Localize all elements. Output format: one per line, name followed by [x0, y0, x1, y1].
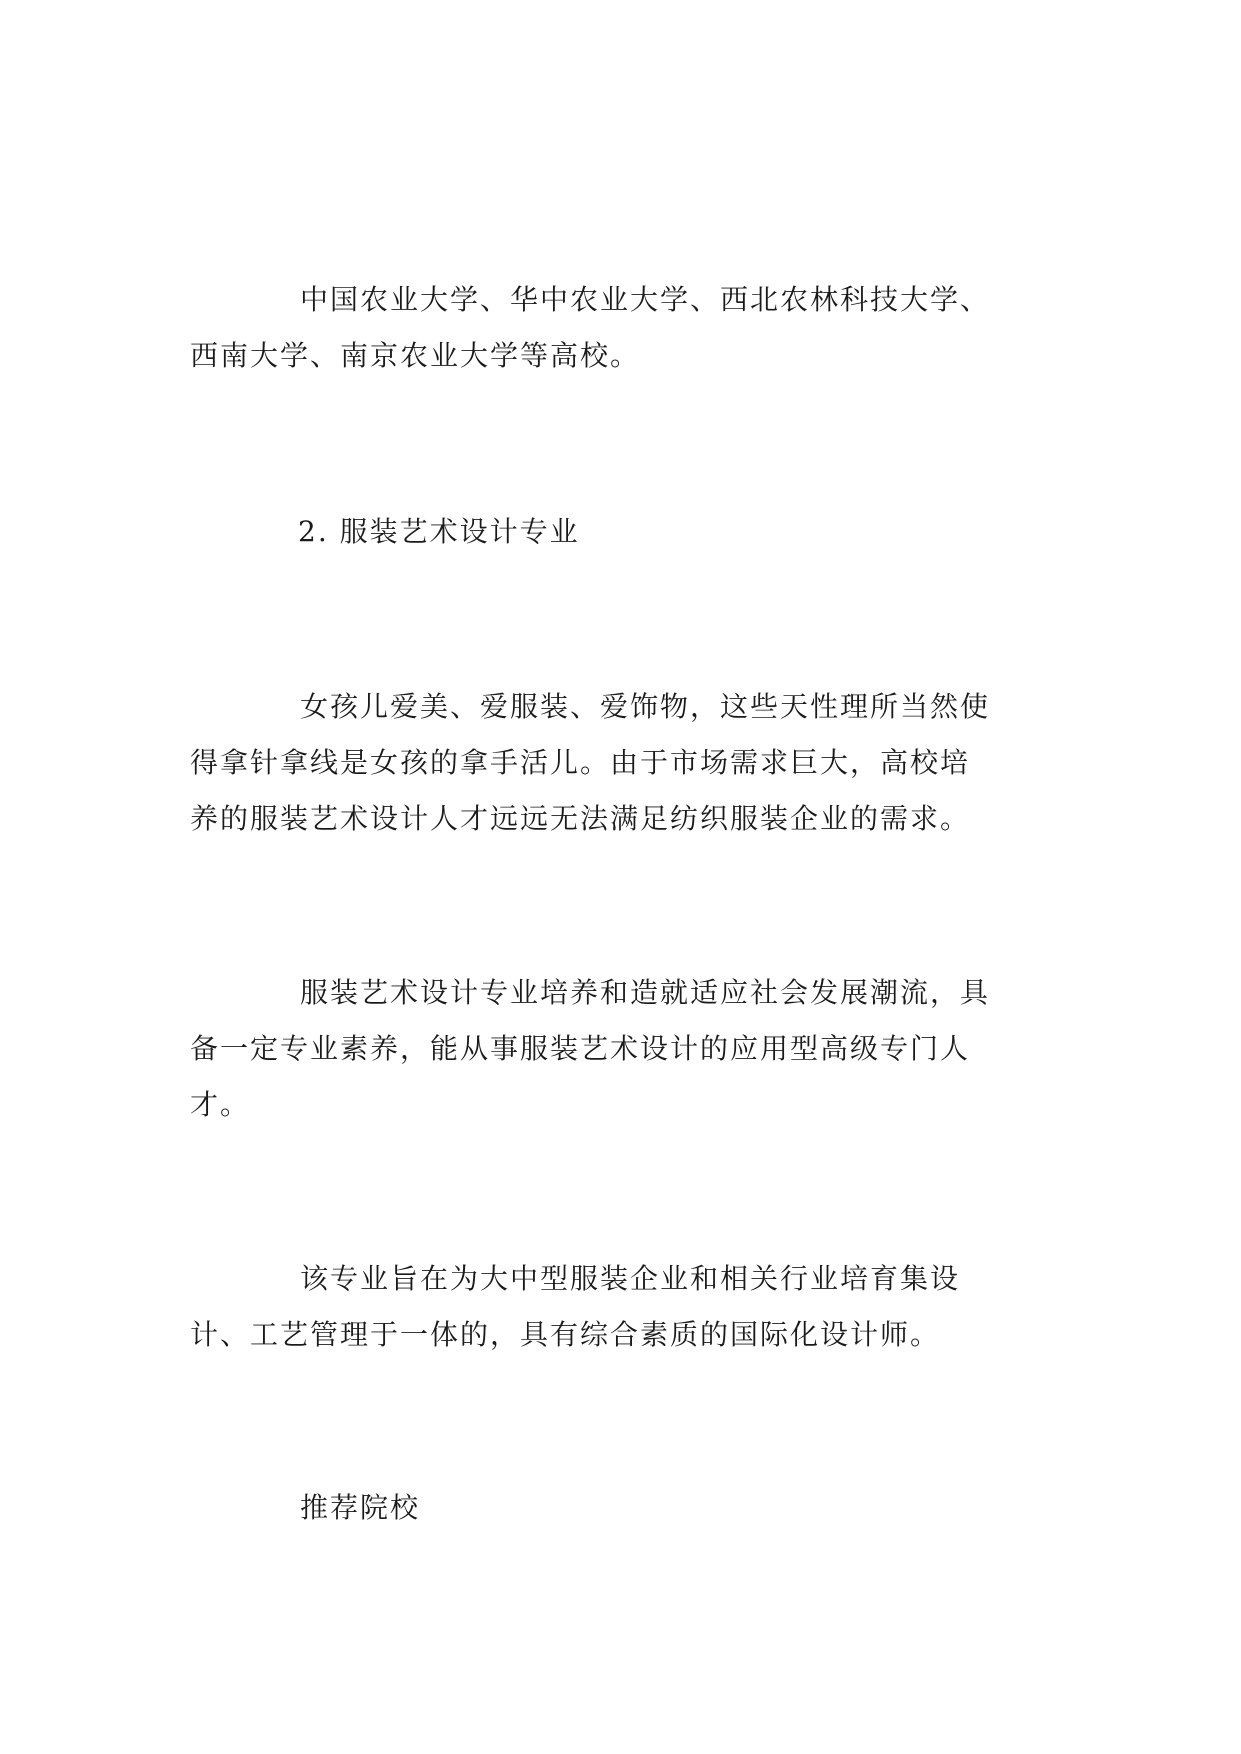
- paragraph-line: 女孩儿爱美、爱服装、爱饰物，这些天性理所当然使: [300, 690, 991, 723]
- paragraph-line: 计、工艺管理于一体的，具有综合素质的国际化设计师。: [190, 1318, 941, 1351]
- section-heading-text: 推荐院校: [300, 1491, 421, 1524]
- section-heading-fashion-design: [190, 504, 1070, 560]
- paragraph-line: 该专业旨在为大中型服装企业和相关行业培育集设: [300, 1262, 961, 1295]
- paragraph-line: 西南大学、南京农业大学等高校。: [190, 339, 641, 372]
- paragraph-line: 养的服装艺术设计人才远远无法满足纺织服装企业的需求。: [190, 802, 971, 835]
- paragraph-universities: [190, 272, 1070, 384]
- paragraph-line: 中国农业大学、华中农业大学、西北农林科技大学、: [300, 283, 991, 316]
- paragraph-goal: [190, 1251, 1070, 1363]
- paragraph-training: [190, 965, 1070, 1133]
- paragraph-line: 备一定专业素养，能从事服装艺术设计的应用型高级专门人: [190, 1032, 971, 1065]
- paragraph-line: 服装艺术设计专业培养和造就适应社会发展潮流，具: [300, 976, 991, 1009]
- paragraph-intro: [190, 679, 1070, 847]
- section-heading-recommended-schools: [190, 1480, 1070, 1536]
- paragraph-line: 才。: [190, 1088, 251, 1121]
- section-heading-text: 2. 服装艺术设计专业: [298, 515, 580, 548]
- paragraph-line: 得拿针拿线是女孩的拿手活儿。由于市场需求巨大，高校培: [190, 746, 971, 779]
